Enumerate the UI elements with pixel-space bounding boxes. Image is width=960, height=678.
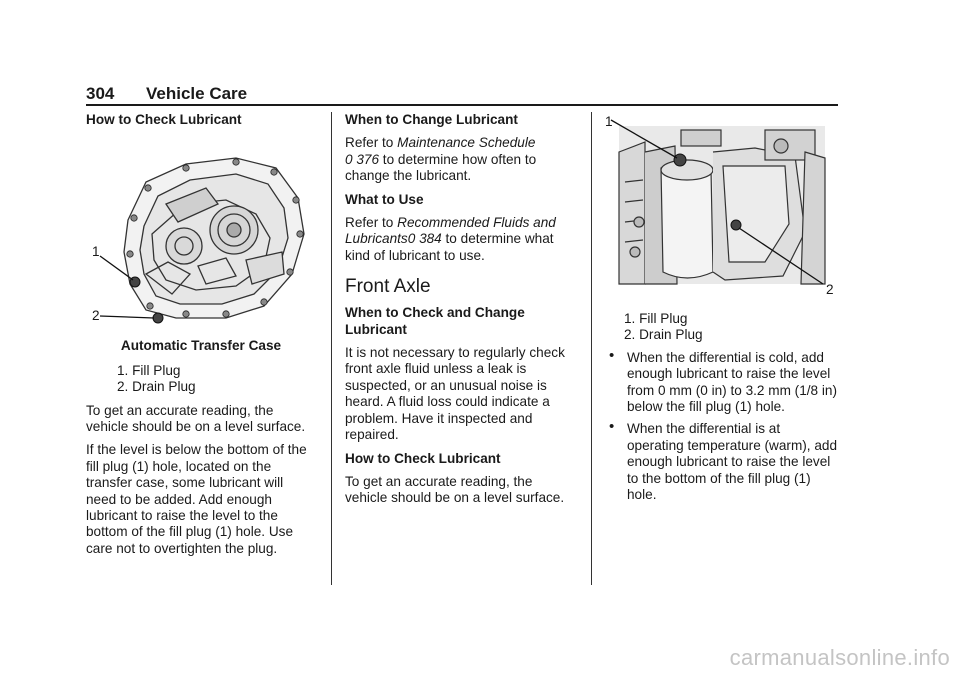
column-divider-right (591, 112, 592, 585)
watermark: carmanualsonline.info (729, 645, 950, 670)
column-1 (86, 112, 316, 557)
front-axle-illustration (605, 112, 840, 297)
bullet-icon: • (609, 346, 615, 364)
bullet-text: When the differential is cold, add enough lubricant to raise the level from 0 mm (0 in) to 3.2 mm (1/8 in) below the fill plug (1) hole. (627, 349, 837, 415)
figure-label-1: 1 (605, 114, 613, 129)
paragraph: It is not necessary to regularly check front axle fluid unless a leak is suspected, or an unusual noise is heard. A fluid loss could indicate a problem. Have it inspected and repaired. (345, 345, 565, 443)
bullet-icon: • (609, 418, 615, 436)
parts-list (86, 363, 316, 396)
column-2 (345, 112, 577, 507)
heading-how-to-check: How to Check Lubricant (86, 112, 242, 127)
text: Refer to (345, 135, 398, 151)
list-item: 2. Drain Plug (117, 379, 196, 395)
text: to determine what kind of lubricant to use. (345, 231, 554, 263)
paragraph: If the level is below the bottom of the fill plug (1) hole, located on the transfer case, some lubricant will need to be added. Add enough lubricant to raise the level to the bottom of the fill plug (1) hole. Use care not to overtighten the plug. (86, 442, 307, 556)
page-number: 304 (86, 84, 115, 103)
figure-label-1: 1 (92, 244, 100, 260)
bullet-item (605, 346, 840, 416)
transfer-case-figure (86, 134, 316, 330)
heading-what-to-use: What to Use (345, 191, 424, 207)
figure-label-2: 2 (92, 308, 100, 324)
transfer-case-illustration (86, 134, 316, 330)
list-item: 1. Fill Plug (117, 362, 181, 378)
paragraph: To get an accurate reading, the vehicle should be on a level surface. (86, 402, 306, 435)
column-3 (605, 112, 840, 503)
page-ref[interactable]: 376 (356, 151, 380, 167)
paragraph (345, 135, 577, 184)
header-rule (86, 104, 838, 106)
bullet-text: When the differential is at operating temperature (warm), add enough lubricant to raise the level to the bottom of the fill plug (1) hole. (627, 421, 838, 503)
front-axle-figure (605, 112, 840, 297)
parts-list (605, 311, 840, 344)
figure-caption: Automatic Transfer Case (120, 338, 282, 354)
heading-when-to-check: When to Check and Change Lubricant (345, 305, 525, 337)
figure-label-2: 2 (826, 282, 834, 297)
page-ref[interactable]: 384 (419, 231, 442, 247)
heading-when-to-change: When to Change Lubricant (345, 112, 518, 127)
list-item: 1. Fill Plug (624, 311, 688, 326)
list-item: 2. Drain Plug (624, 327, 703, 343)
text: to determine how often to change the lubricant. (345, 151, 537, 184)
section-title: Vehicle Care (146, 84, 248, 103)
bullet-list (605, 346, 840, 504)
bullet-item (605, 418, 840, 503)
section-heading-front-axle: Front Axle (345, 276, 431, 298)
page-ref-icon: 0 (407, 231, 416, 247)
column-divider-left (331, 112, 332, 585)
text: Refer to (345, 215, 398, 231)
maintenance-schedule-link[interactable]: Maintenance Schedule (397, 135, 536, 151)
paragraph (345, 215, 577, 264)
page-header (86, 84, 838, 106)
recommended-fluids-link[interactable]: Recommended Fluids and Lubricants (345, 215, 556, 247)
paragraph: To get an accurate reading, the vehicle should be on a level surface. (345, 473, 565, 506)
page-ref-icon: 0 (345, 151, 353, 167)
heading-how-to-check-axle: How to Check Lubricant (345, 450, 501, 466)
